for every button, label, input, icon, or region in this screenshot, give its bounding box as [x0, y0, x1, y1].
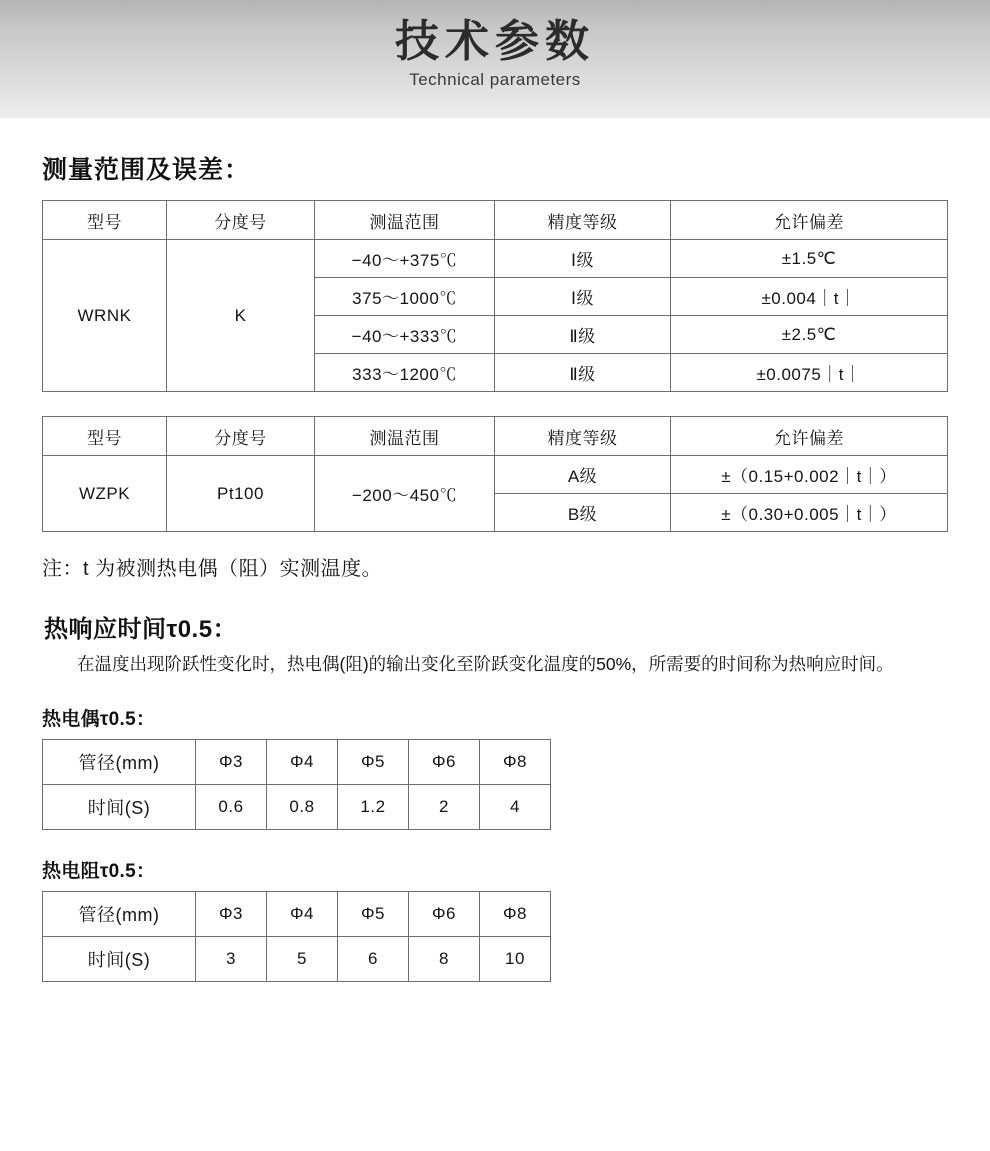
cell-range: 375～1000℃	[315, 278, 495, 316]
cell-accuracy: B级	[495, 494, 671, 532]
cell-tolerance: ±1.5℃	[671, 240, 948, 278]
column-header-accuracy: 精度等级	[495, 417, 671, 456]
cell-time: 8	[409, 937, 480, 982]
cell-time: 10	[480, 937, 551, 982]
cell-tolerance: ±（0.15+0.002｜t｜）	[671, 456, 948, 494]
cell-accuracy: Ⅰ级	[495, 240, 671, 278]
column-header-range: 测温范围	[315, 417, 495, 456]
cell-time: 4	[480, 785, 551, 830]
table-header-row	[43, 417, 948, 456]
column-header-accuracy: 精度等级	[495, 201, 671, 240]
row-header-time: 时间(S)	[43, 937, 196, 982]
table-row	[43, 740, 551, 785]
cell-time: 0.6	[196, 785, 267, 830]
thermocouple-response-heading: 热电偶τ0.5：	[42, 709, 156, 731]
table-row	[43, 240, 948, 278]
cell-model: WRNK	[43, 240, 167, 392]
measurement-range-heading: 测量范围及误差：	[42, 156, 251, 184]
cell-grade: K	[167, 240, 315, 392]
table-row	[43, 456, 948, 494]
cell-range: 333～1200℃	[315, 354, 495, 392]
cell-tolerance: ±0.004｜t｜	[671, 278, 948, 316]
cell-diameter: Φ5	[338, 892, 409, 937]
row-header-diameter: 管径(mm)	[43, 892, 196, 937]
cell-tolerance: ±（0.30+0.005｜t｜）	[671, 494, 948, 532]
cell-range: −40～+375℃	[315, 240, 495, 278]
page-header-banner	[0, 0, 990, 118]
cell-time: 0.8	[267, 785, 338, 830]
cell-diameter: Φ8	[480, 892, 551, 937]
cell-time: 6	[338, 937, 409, 982]
cell-accuracy: Ⅱ级	[495, 354, 671, 392]
cell-diameter: Φ4	[267, 892, 338, 937]
column-header-grade: 分度号	[167, 201, 315, 240]
cell-accuracy: Ⅱ级	[495, 316, 671, 354]
column-header-grade: 分度号	[167, 417, 315, 456]
row-header-diameter: 管径(mm)	[43, 740, 196, 785]
column-header-model: 型号	[43, 201, 167, 240]
cell-range: −40～+333℃	[315, 316, 495, 354]
column-header-model: 型号	[43, 417, 167, 456]
column-header-range: 测温范围	[315, 201, 495, 240]
table-header-row	[43, 201, 948, 240]
cell-diameter: Φ3	[196, 740, 267, 785]
cell-model: WZPK	[43, 456, 167, 532]
cell-time: 2	[409, 785, 480, 830]
table-note: 注：t 为被测热电偶（阻）实测温度。	[42, 558, 383, 580]
cell-diameter: Φ6	[409, 892, 480, 937]
cell-diameter: Φ4	[267, 740, 338, 785]
table-row	[43, 892, 551, 937]
cell-time: 3	[196, 937, 267, 982]
column-header-tolerance: 允许偏差	[671, 201, 948, 240]
cell-accuracy: A级	[495, 456, 671, 494]
cell-tolerance: ±2.5℃	[671, 316, 948, 354]
cell-diameter: Φ3	[196, 892, 267, 937]
cell-grade: Pt100	[167, 456, 315, 532]
cell-tolerance: ±0.0075｜t｜	[671, 354, 948, 392]
rtd-response-table	[42, 891, 551, 982]
cell-diameter: Φ8	[480, 740, 551, 785]
cell-accuracy: Ⅰ级	[495, 278, 671, 316]
table-spacer	[42, 392, 948, 416]
table-row	[43, 785, 551, 830]
page-body	[0, 150, 990, 982]
rtd-range-table	[42, 416, 948, 532]
cell-time: 5	[267, 937, 338, 982]
cell-diameter: Φ6	[409, 740, 480, 785]
thermocouple-range-table	[42, 200, 948, 392]
cell-diameter: Φ5	[338, 740, 409, 785]
cell-time: 1.2	[338, 785, 409, 830]
cell-range: −200～450℃	[315, 456, 495, 532]
thermocouple-response-table	[42, 739, 551, 830]
row-header-time: 时间(S)	[43, 785, 196, 830]
page-subtitle: Technical parameters	[409, 70, 581, 90]
table-row	[43, 937, 551, 982]
response-time-heading: 热响应时间τ0.5：	[44, 616, 238, 643]
rtd-response-heading: 热电阻τ0.5：	[42, 861, 156, 883]
page-title: 技术参数	[395, 17, 595, 66]
column-header-tolerance: 允许偏差	[671, 417, 948, 456]
response-time-paragraph: 在温度出现阶跃性变化时，热电偶(阻)的输出变化至阶跃变化温度的50%，所需要的时间称为热响应时间。	[77, 654, 894, 674]
